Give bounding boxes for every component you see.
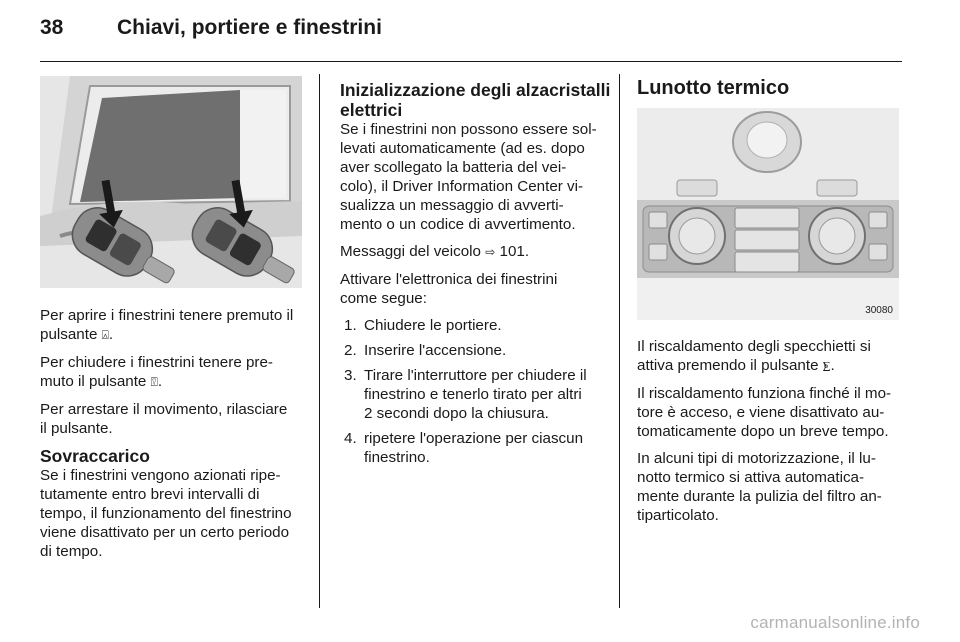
window-open-icon: ⍓ [101,328,109,342]
text-line: di tempo. [40,543,103,560]
text-line: . [157,373,163,390]
step-number: 2. [344,342,357,359]
header-divider [40,61,902,62]
text-line: . [108,326,114,343]
text-line: Il riscaldamento degli specchietti si [637,338,871,355]
text-line: 2 secondi dopo la chiusura. [364,405,549,422]
text-line: ripetere l'operazione per ciascun [364,430,584,447]
text-line: sualizza un messaggio di avverti- [340,197,564,214]
text-line: aver scollegato la batteria del vei- [340,159,567,176]
para-auto-activation [637,449,907,525]
column-1 [40,306,310,569]
text-line: come segue: [340,290,427,307]
text-line: . [830,357,835,374]
para-stop-movement [40,400,310,438]
heading-rear-defrost: Lunotto termico [637,77,790,99]
text-line: tempo, il funzionamento del finestrino [40,505,292,522]
text-line: Per arrestare il movimento, rilasciare [40,401,288,418]
para-close-windows [40,353,310,392]
window-close-icon: ⍔ [150,375,158,389]
text-line: Tirare l'interruttore per chiudere il [364,367,587,384]
para-activate [340,270,608,308]
text-line: colo), il Driver Information Center vi- [340,178,584,195]
text-line: In alcuni tipi di motorizzazione, il lu- [637,450,876,467]
list-item [340,366,608,423]
para-vehicle-messages [340,242,608,262]
column-2 [340,80,611,473]
text-line: tiparticolato. [637,507,719,524]
text-line: il pulsante. [40,420,113,437]
para-heating-duration [637,384,907,441]
list-item [340,316,608,335]
page-reference-icon: ⇨ [485,245,496,259]
text-line: tore è acceso, e viene disattivato au- [637,404,885,421]
text-line: finestrino e tenerlo tirato per altri [364,386,582,403]
heading-overload: Sovraccarico [40,446,150,466]
window-switch-illustration [40,76,302,288]
page-header [40,16,902,52]
text-line: Messaggi del veicolo [340,243,481,260]
text-line: notto termico si attiva automatica- [637,469,865,486]
text-line: attiva premendo il pulsante [637,357,819,374]
page-number: 38 [40,16,64,39]
chapter-title: Chiavi, portiere e finestrini [117,16,382,39]
column-3-text [637,337,907,533]
text-line: Se i finestrini vengono azionati ripe- [40,467,281,484]
text-line: Se i finestrini non possono essere sol- [340,121,597,138]
column-divider-1 [319,74,320,608]
text-line: tutamente entro brevi intervalli di [40,486,260,503]
text-line: tomaticamente dopo un breve tempo. [637,423,889,440]
text-line: Attivare l'elettronica dei finestrini [340,271,558,288]
heading-initialization [340,80,611,120]
figure-code: 30080 [865,305,893,316]
para-open-windows [40,306,310,345]
heading-line: elettrici [340,100,403,120]
text-line: levati automaticamente (ad es. dopo [340,140,585,157]
text-line: Per aprire i finestrini tenere premuto il [40,307,294,324]
climate-panel-illustration [637,108,899,320]
page-reference-link[interactable]: 101. [499,243,530,260]
para-initialization-intro [340,120,608,234]
step-number: 3. [344,367,357,384]
para-overload [40,466,310,561]
watermark: carmanualsonline.info [750,613,920,632]
text-line: viene disattivato per un certo periodo [40,524,290,541]
text-line: finestrino. [364,449,430,466]
steps-list [340,316,608,467]
list-item [340,341,608,360]
text-line: Il riscaldamento funziona finché il mo- [637,385,892,402]
text-line: mente durante la pulizia del filtro an- [637,488,882,505]
rear-defrost-icon: ⨊ [822,359,831,373]
text-line: Per chiudere i finestrini tenere pre- [40,354,273,371]
text-line: pulsante [40,326,98,343]
step-number: 1. [344,317,357,334]
heading-line: Inizializzazione degli alzacristalli [340,80,611,100]
text-line: Chiudere le portiere. [364,317,502,334]
text-line: mento o un codice di avvertimento. [340,216,576,233]
step-number: 4. [344,430,357,447]
text-line: muto il pulsante [40,373,147,390]
column-divider-2 [619,74,620,608]
column-3 [637,76,903,100]
list-item [340,429,608,467]
para-mirror-heating [637,337,907,376]
text-line: Inserire l'accensione. [364,342,507,359]
